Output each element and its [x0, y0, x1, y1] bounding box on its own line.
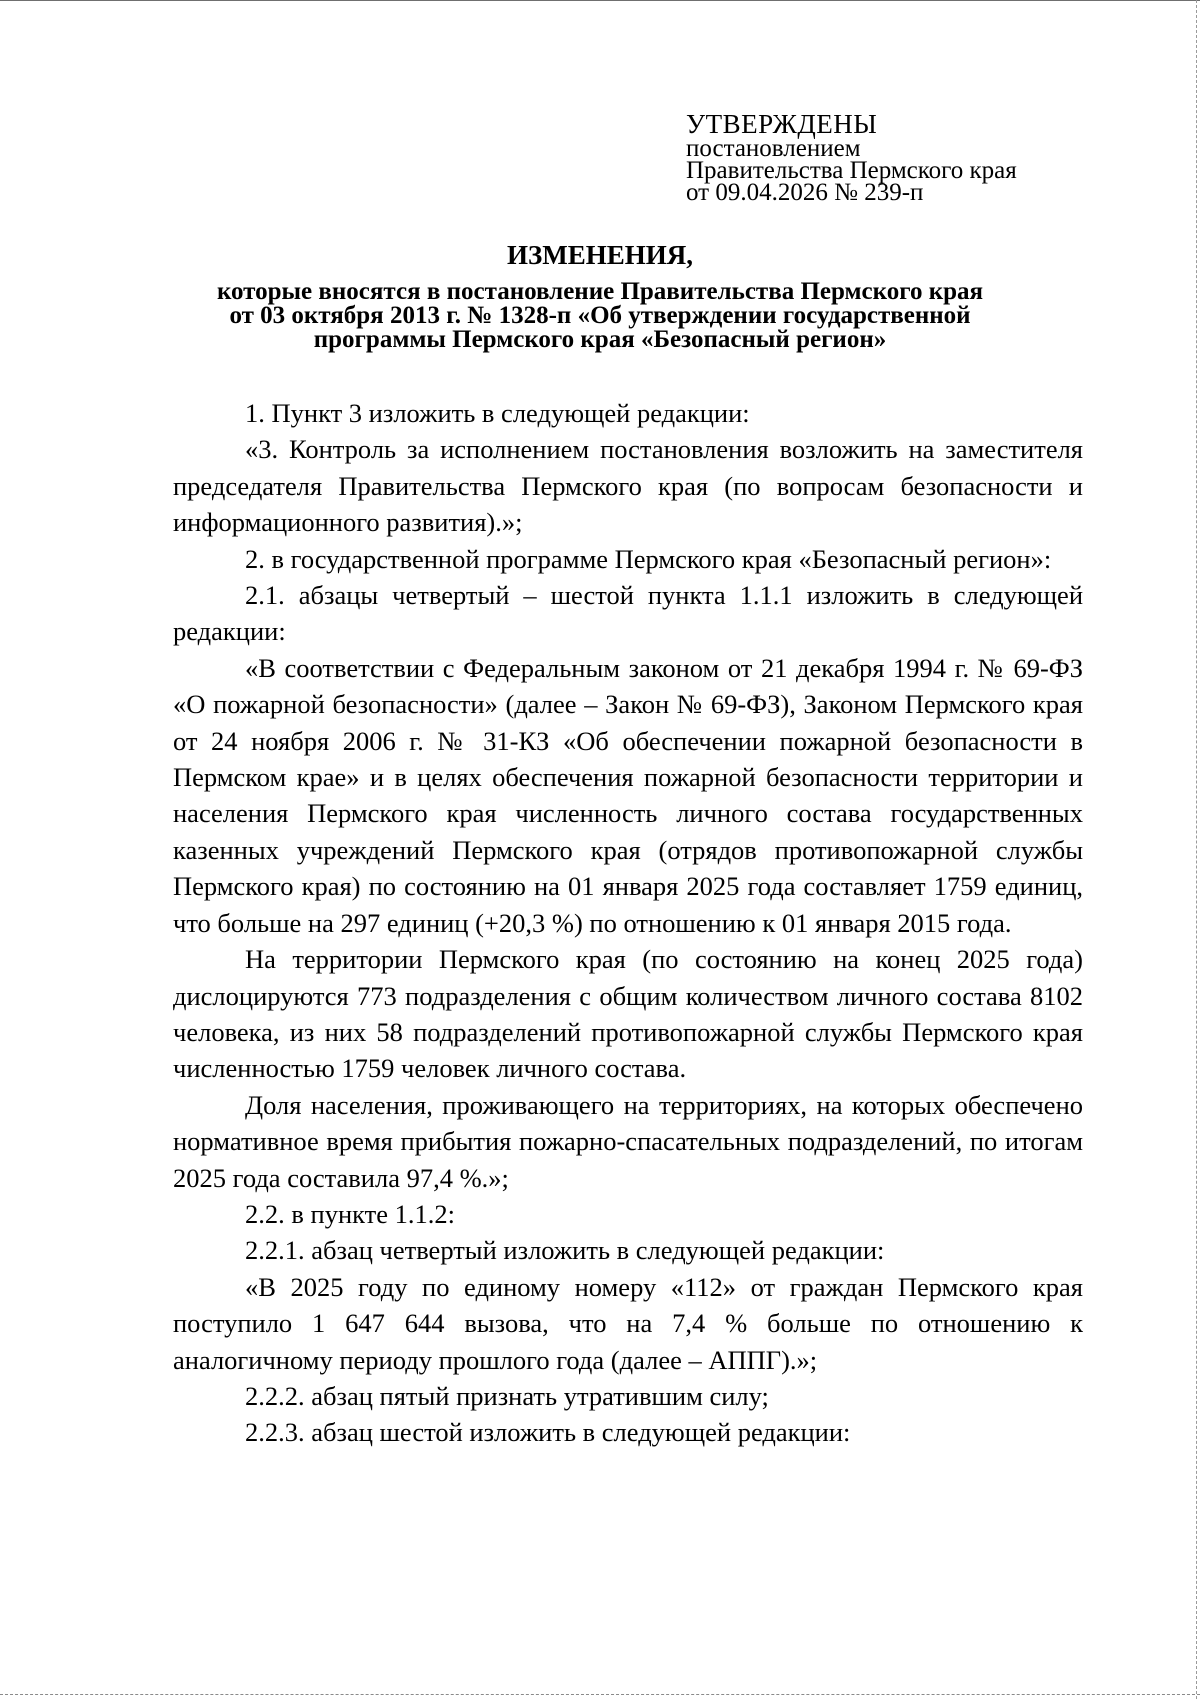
document-title: ИЗМЕНЕНИЯ,	[506, 240, 693, 270]
subtitle-line-2: от 03 октября 2013 г. № 1328-п «Об утверждении государственной	[229, 302, 971, 329]
paragraph-5: «В соответствии с Федеральным законом от 21 декабря 1994 г. № 69-ФЗ «О пожарной безопасности» (далее – Закон № 69-ФЗ), Законом Пермского края от 24 ноября 2006 г. № 31-КЗ «Об обеспечении пожарной безопасности в Пермском крае» и в целях обеспечения пожарной безопасности территории и населения Пермского края численность личного состава государственных казенных учреждений Пермского края (отрядов противопожарной службы Пермского края) по состоянию на 01 января 2025 года составляет 1759 единиц, что больше на 297 единиц (+20,3 %) по отношению к 01 января 2015 года.	[173, 652, 1083, 938]
page-bottom-edge	[0, 1694, 1200, 1695]
paragraph-9: 2.2.1. абзац четвертый изложить в следующей редакции:	[245, 1235, 885, 1266]
document-body	[173, 395, 1083, 1451]
paragraph-8: 2.2. в пункте 1.1.2:	[245, 1198, 455, 1229]
approval-stamp-block	[686, 110, 1106, 204]
paragraph-4: 2.1. абзацы четвертый – шестой пункта 1.1.1 изложить в следующей редакции:	[173, 580, 1083, 647]
subtitle-line-3: программы Пермского края «Безопасный регион»	[313, 326, 887, 353]
paragraph-2: «3. Контроль за исполнением постановления возложить на заместителя председателя Правительства Пермского края (по вопросам безопасности и информационного развития).»;	[173, 434, 1083, 538]
paragraph-7: Доля населения, проживающего на территориях, на которых обеспечено нормативное время прибытия пожарно-спасательных подразделений, по итогам 2025 года составила 97,4 %.»;	[173, 1089, 1083, 1193]
approval-head: УТВЕРЖДЕНЫ	[686, 109, 878, 139]
approval-line-3: от 09.04.2026 № 239-п	[686, 179, 924, 206]
paragraph-1: 1. Пункт 3 изложить в следующей редакции:	[245, 398, 750, 428]
subtitle-line-1: которые вносятся в постановление Правительства Пермского края	[216, 278, 984, 305]
paragraph-10: «В 2025 году по единому номеру «112» от граждан Пермского края поступило 1 647 644 вызова, что на 7,4 % больше по отношению к аналогичному периоду прошлого года (далее – АППГ).»;	[173, 1271, 1083, 1375]
document-subtitle	[100, 280, 1100, 352]
paragraph-11: 2.2.2. абзац пятый признать утратившим силу;	[245, 1380, 769, 1411]
approval-line-2: Правительства Пермского края	[686, 157, 1017, 184]
page-right-edge	[1196, 0, 1197, 1699]
paragraph-6: На территории Пермского края (по состоянию на конец 2025 года) дислоцируются 773 подразделения с общим количеством личного состава 8102 человека, из них 58 подразделений противопожарной службы Пермского края численностью 1759 человек личного состава.	[173, 944, 1083, 1084]
paragraph-3: 2. в государственной программе Пермского края «Безопасный регион»:	[245, 543, 1052, 574]
page-top-edge	[0, 0, 1200, 1]
paragraph-12: 2.2.3. абзац шестой изложить в следующей редакции:	[245, 1417, 851, 1448]
approval-line-1: постановлением	[686, 135, 861, 162]
